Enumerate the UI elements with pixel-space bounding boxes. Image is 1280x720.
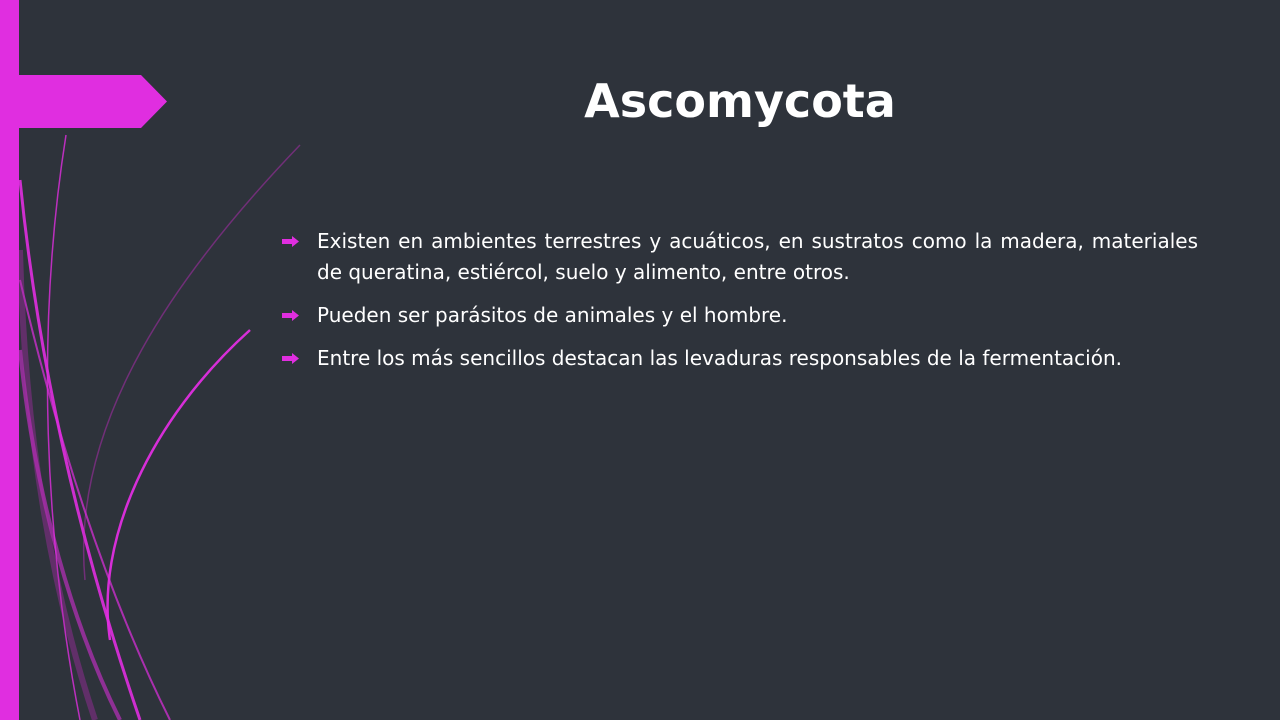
bullet-text: Pueden ser parásitos de animales y el hombre. [317,303,788,327]
list-item [282,300,1198,331]
arrow-bullet-icon [282,236,299,247]
list-item [282,226,1198,288]
bullet-text: Existen en ambientes terrestres y acuáticos, en sustratos como la madera, materiales de queratina, estiércol, suelo y alimento, entre otros. [317,229,1198,284]
arrow-bullet-icon [282,310,299,321]
arrow-bullet-icon [282,353,299,364]
list-item [282,343,1198,374]
bullet-text: Entre los más sencillos destacan las levaduras responsables de la fermentación. [317,346,1122,370]
title-flag-shape [0,75,167,128]
bullet-list [282,226,1198,386]
slide-title: Ascomycota [584,74,896,128]
